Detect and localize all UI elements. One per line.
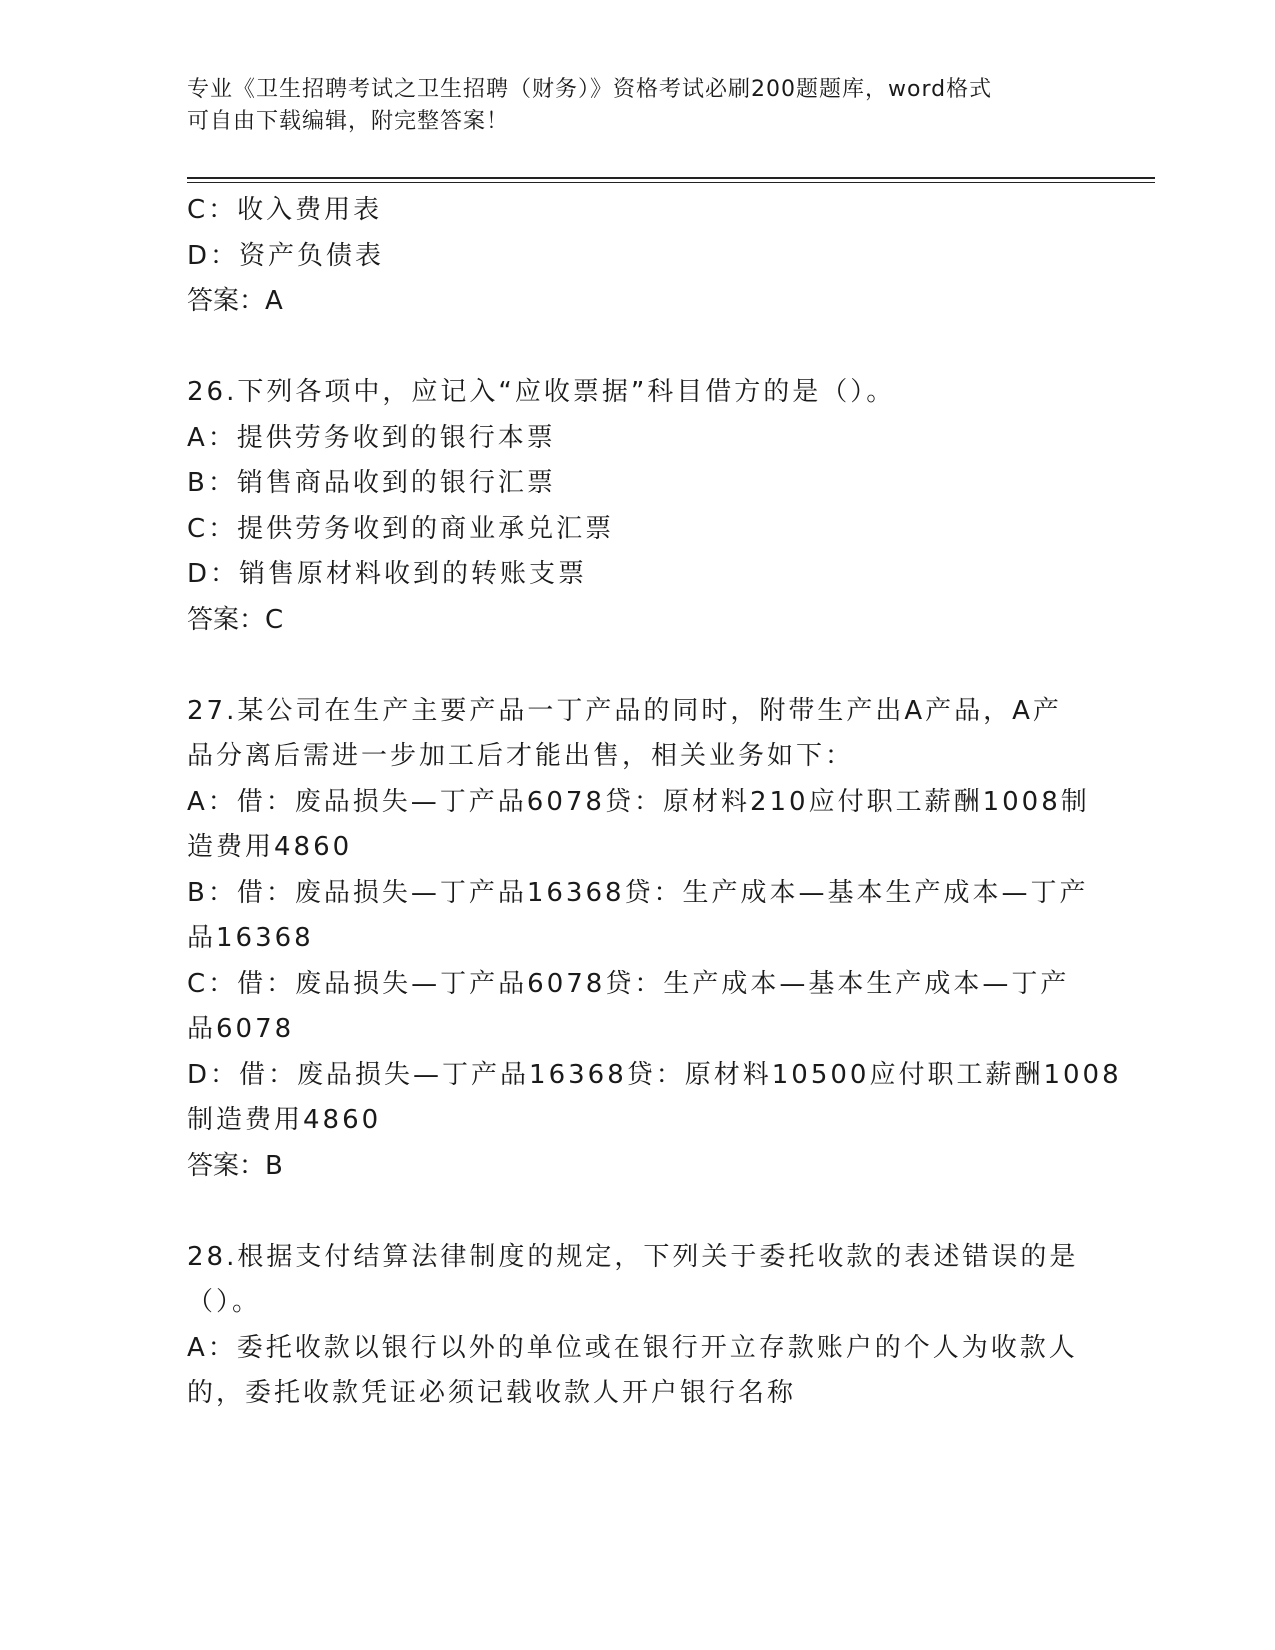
header-divider-thin [187, 182, 1155, 183]
block-spacer [187, 643, 1087, 689]
question-line: A：委托收款以银行以外的单位或在银行开立存款账户的个人为收款人 [187, 1332, 1078, 1363]
question-line: 27.某公司在生产主要产品一丁产品的同时，附带生产出A产品，A产 [187, 695, 1062, 726]
header-line-1: 专业《卫生招聘考试之卫生招聘（财务）》资格考试必刷200题题库，word格式 [187, 77, 993, 102]
question-line: 品分离后需进一步加工后才能出售，相关业务如下： [187, 741, 855, 771]
question-line: 制造费用4860 [187, 1105, 382, 1135]
question-line: 品16368 [187, 923, 314, 953]
question-line: C：借：废品损失—丁产品6078贷：生产成本—基本生产成本—丁产 [187, 968, 1070, 999]
question-line: 28.根据支付结算法律制度的规定，下列关于委托收款的表述错误的是 [187, 1241, 1079, 1272]
block-spacer [187, 1189, 1087, 1235]
answer-line: 答案：A [187, 286, 283, 316]
question-line: D：销售原材料收到的转账支票 [187, 559, 588, 589]
document-header [187, 74, 1087, 138]
question-line: D：资产负债表 [187, 240, 385, 271]
question-line: 的，委托收款凭证必须记载收款人开户银行名称 [187, 1378, 797, 1408]
question-line: C：提供劳务收到的商业承兑汇票 [187, 513, 615, 544]
question-line: C：收入费用表 [187, 195, 383, 225]
question-line: 造费用4860 [187, 832, 353, 862]
answer-line: 答案：C [187, 604, 284, 635]
question-line: 品6078 [187, 1014, 295, 1044]
block-spacer [187, 325, 1087, 371]
question-line: B：借：废品损失—丁产品16368贷：生产成本—基本生产成本—丁产 [187, 877, 1089, 908]
question-line: （）。 [187, 1287, 262, 1317]
answer-line: 答案：B [187, 1150, 283, 1181]
question-line: 26.下列各项中，应记入“应收票据”科目借方的是（）。 [187, 377, 896, 407]
header-divider-thick [187, 177, 1155, 179]
question-line: D：借：废品损失—丁产品16368贷：原材料10500应付职工薪酬1008 [187, 1059, 1122, 1090]
question-content [187, 188, 1122, 1417]
question-line: A：借：废品损失—丁产品6078贷：原材料210应付职工薪酬1008制 [187, 786, 1090, 817]
question-line: A：提供劳务收到的银行本票 [187, 422, 556, 453]
question-line: B：销售商品收到的银行汇票 [187, 468, 556, 498]
header-line-2: 可自由下载编辑，附完整答案！ [187, 109, 510, 134]
